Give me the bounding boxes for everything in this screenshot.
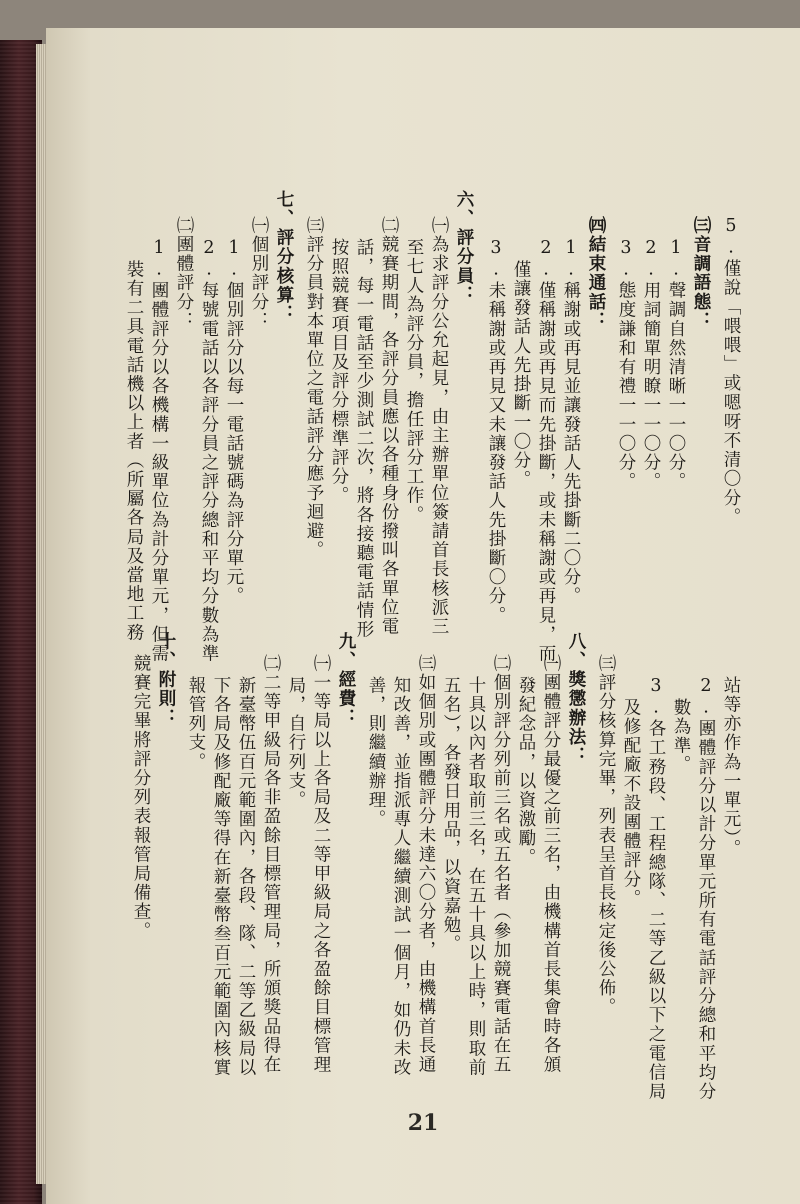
text-column: 局，自行列支。 [286,676,306,810]
text-column: ㈠團體評分最優之前三名，由機構首長集會時各頒 [541,654,561,1075]
text-column: 五名），各發日用品，以資嘉勉。 [441,676,461,954]
text-column: ㈠為求評分公允起見，由主辦單位簽請首長核派三 [429,216,449,637]
text-column: 按照競賽項目及評分標準評分。 [329,238,349,506]
text-column: ㈢評分員對本單位之電話評分應予迴避。 [304,216,324,560]
text-column: 下各局及修配廠等得在新臺幣叁百元範圍內核實 [211,676,231,1078]
text-column: ㈢如個別或團體評分未達六〇分者，由機構首長通 [416,654,436,1075]
text-column: 1.聲調自然清晰一一〇分。 [666,238,686,492]
text-column: 1.團體評分以各機構一級單位為計分單元，但需 [149,238,169,664]
page-number: 21 [407,1110,439,1136]
book-page [46,28,800,1204]
text-column: 2.團體評分以計分單元所有電話評分總和平均分 [696,676,716,1102]
text-column: 知改善，並指派專人繼續測試一個月，如仍未改 [391,676,411,1078]
text-column: 1.個別評分以每一電話號碼為評分單元。 [224,238,244,606]
text-column: 善，則繼續辦理。 [366,676,386,829]
text-column: 數為準。 [671,698,691,775]
text-column: 裝有二具電話機以上者（所屬各局及當地工務 [124,260,144,642]
text-column: ㈡競賽期間，各評分員應以各種身份撥叫各單位電 [379,216,399,637]
section-heading: 十、附則： [156,632,176,728]
section-heading: 七、評分核算： [274,190,294,324]
text-column: 站等亦作為一單元）。 [721,676,741,859]
text-column: 5.僅說「喂喂」或嗯呀不清〇分。 [721,216,741,527]
section-heading: 八、獎懲辦法： [566,632,586,766]
text-column: 僅讓發話人先掛斷一〇分。 [511,260,531,490]
text-column: ㈡個別評分列前三名或五名者（參加競賽電話在五 [491,654,511,1075]
text-column: 及修配廠不設團體評分。 [621,698,641,909]
section-heading: ㈣結束通話： [586,216,606,331]
text-column: 發紀念品，以資激勵。 [516,676,536,867]
text-column: 2.用詞簡單明瞭一一〇分。 [641,238,661,492]
text-column: 報管列支。 [186,676,206,772]
text-column: 1.稱謝或再見並讓發話人先掛斷二〇分。 [561,238,581,606]
text-column: ㈢評分核算完畢，列表呈首長核定後公佈。 [596,654,616,1017]
text-column: 話，每一電話至少測試二次，將各接聽電話情形 [354,238,374,640]
text-column: 3.未稱謝或再見又未讓發話人先掛斷〇分。 [486,238,506,625]
text-column: 十具以內者取前三名，在五十具以上時，則取前 [466,676,486,1078]
section-heading: 六、評分員： [454,190,474,305]
text-column: 3.態度謙和有禮一一〇分。 [616,238,636,492]
text-column: 新臺幣伍百元範圍內，各段、隊、二等乙級局以 [236,676,256,1078]
text-column: ㈠個別評分： [249,216,269,331]
section-heading: ㈢音調語態： [691,216,711,331]
text-column: ㈠一等局以上各局及二等甲級局之各盈餘目標管理 [311,654,331,1075]
text-column: 2.每號電話以各評分員之評分總和平均分數為準 [199,238,219,664]
text-column: 3.各工務段、工程總隊、二等乙級以下之電信局 [646,676,666,1102]
text-column: ㈡團體評分： [174,216,194,331]
text-column: ㈡二等甲級局各非盈餘目標管理局，所頒獎品得在 [261,654,281,1075]
section-heading: 九、經費： [336,632,356,728]
text-column: 2.僅稱謝或再見而先掛斷，或未稱謝或再見，而 [536,238,556,664]
text-column: 至七人為評分員，擔任評分工作。 [404,238,424,525]
text-column: 競賽完畢將評分列表報管局備查。 [131,654,151,941]
